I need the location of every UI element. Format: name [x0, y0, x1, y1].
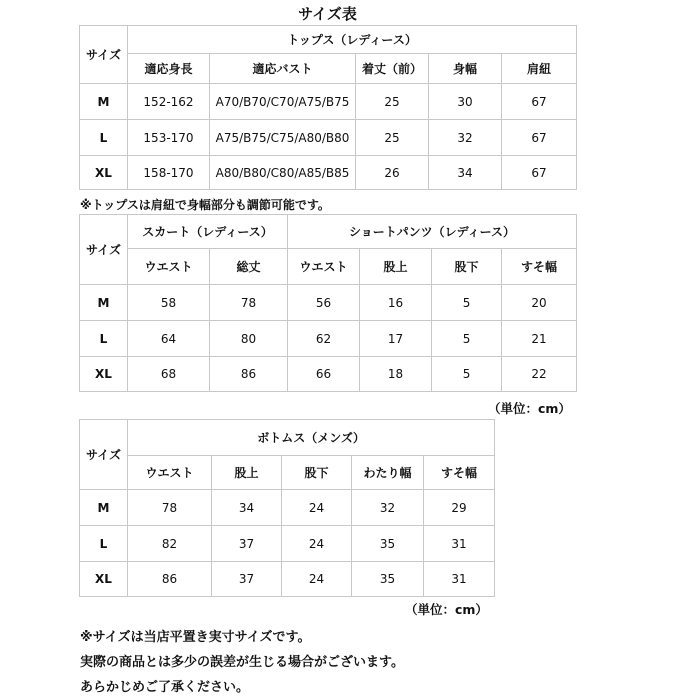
skirt-shorts-size-table [79, 214, 577, 392]
tops-group-header: トップス（レディース） [128, 26, 577, 54]
table-cell: 20 [502, 285, 577, 321]
unit-label: （単位：cm） [488, 401, 571, 416]
table-cell: 5 [432, 321, 502, 357]
tops-size-table [79, 25, 577, 190]
table-cell: 78 [210, 285, 288, 321]
size-header: サイズ [80, 26, 128, 84]
table-cell: 37 [212, 562, 282, 597]
table-cell: 26 [356, 156, 429, 190]
table-cell: 68 [128, 357, 210, 392]
table-cell: 18 [360, 357, 432, 392]
column-header: 着丈（前） [356, 54, 429, 84]
table-cell: 21 [502, 321, 577, 357]
table-cell: 24 [282, 490, 352, 526]
table-cell: 16 [360, 285, 432, 321]
table-cell: 64 [128, 321, 210, 357]
table-cell: 153-170 [128, 120, 210, 156]
table-cell: 31 [424, 562, 495, 597]
table-cell: 35 [352, 526, 424, 562]
size-cell: M [80, 285, 128, 321]
size-cell: L [80, 321, 128, 357]
column-header: 身幅 [429, 54, 502, 84]
column-header: 総丈 [210, 249, 288, 285]
column-header: 股上 [212, 456, 282, 490]
column-header: 適応バスト [210, 54, 356, 84]
shorts-group-header: ショートパンツ（レディース） [288, 215, 577, 249]
size-cell: XL [80, 357, 128, 392]
table-row [80, 490, 495, 526]
table-row [80, 156, 577, 190]
size-cell: M [80, 490, 128, 526]
size-header: サイズ [80, 215, 128, 285]
table-cell: 32 [429, 120, 502, 156]
table-cell: 30 [429, 84, 502, 120]
table-cell: 62 [288, 321, 360, 357]
skirt-group-header: スカート（レディース） [128, 215, 288, 249]
table-cell: 24 [282, 526, 352, 562]
table-cell: 67 [502, 156, 577, 190]
size-cell: XL [80, 562, 128, 597]
column-header: ウエスト [288, 249, 360, 285]
table-cell: A80/B80/C80/A85/B85 [210, 156, 356, 190]
table-cell: 86 [210, 357, 288, 392]
column-header: 肩紐 [502, 54, 577, 84]
footer-note-1: ※サイズは当店平置き実寸サイズです。 [80, 630, 311, 645]
size-cell: M [80, 84, 128, 120]
column-header: すそ幅 [424, 456, 495, 490]
footer-note-3: あらかじめご了承ください。 [80, 680, 250, 695]
table-cell: 25 [356, 84, 429, 120]
column-header: わたり幅 [352, 456, 424, 490]
table-cell: A70/B70/C70/A75/B75 [210, 84, 356, 120]
table-cell: 78 [128, 490, 212, 526]
table-row [80, 526, 495, 562]
table-row [80, 120, 577, 156]
table-cell: 158-170 [128, 156, 210, 190]
footer-note-2: 実際の商品とは多少の誤差が生じる場合がございます。 [80, 655, 404, 670]
table-cell: 5 [432, 285, 502, 321]
table-cell: 34 [212, 490, 282, 526]
table-cell: 31 [424, 526, 495, 562]
table-cell: 56 [288, 285, 360, 321]
table-cell: A75/B75/C75/A80/B80 [210, 120, 356, 156]
column-header: 適応身長 [128, 54, 210, 84]
table-cell: 152-162 [128, 84, 210, 120]
table-row [80, 357, 577, 392]
column-header: 股下 [432, 249, 502, 285]
column-header: ウエスト [128, 456, 212, 490]
column-header: すそ幅 [502, 249, 577, 285]
bottoms-group-header: ボトムス（メンズ） [128, 420, 495, 456]
table-cell: 37 [212, 526, 282, 562]
table-cell: 25 [356, 120, 429, 156]
table-cell: 17 [360, 321, 432, 357]
table-cell: 5 [432, 357, 502, 392]
table-cell: 24 [282, 562, 352, 597]
table-row [80, 321, 577, 357]
bottoms-size-table [79, 419, 495, 597]
table-cell: 82 [128, 526, 212, 562]
column-header: 股上 [360, 249, 432, 285]
table-cell: 80 [210, 321, 288, 357]
table-cell: 32 [352, 490, 424, 526]
unit-label: （単位：cm） [405, 602, 488, 617]
table-row [80, 84, 577, 120]
table-cell: 67 [502, 120, 577, 156]
size-cell: L [80, 526, 128, 562]
table-cell: 22 [502, 357, 577, 392]
table-cell: 66 [288, 357, 360, 392]
table-cell: 58 [128, 285, 210, 321]
table-cell: 35 [352, 562, 424, 597]
column-header: ウエスト [128, 249, 210, 285]
table-row [80, 562, 495, 597]
tops-note: ※トップスは肩紐で身幅部分も調節可能です。 [80, 198, 330, 212]
table-cell: 34 [429, 156, 502, 190]
table-row [80, 285, 577, 321]
size-cell: XL [80, 156, 128, 190]
table-cell: 86 [128, 562, 212, 597]
table-cell: 67 [502, 84, 577, 120]
page-title: サイズ表 [298, 5, 357, 23]
size-header: サイズ [80, 420, 128, 490]
size-cell: L [80, 120, 128, 156]
column-header: 股下 [282, 456, 352, 490]
table-cell: 29 [424, 490, 495, 526]
